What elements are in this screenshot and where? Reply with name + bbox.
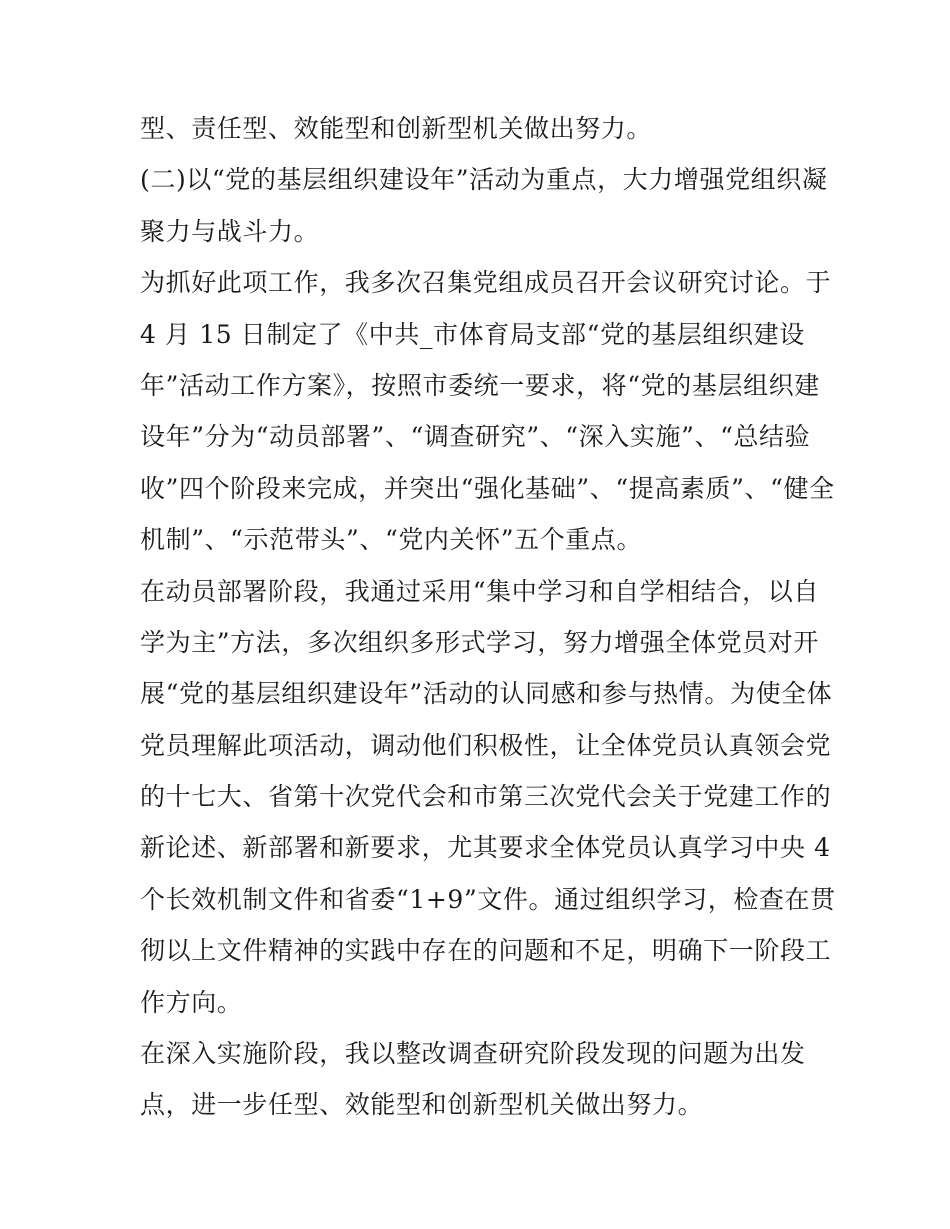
text-line: 机制”、“示范带头”、“党内关怀”五个重点。: [140, 525, 643, 555]
text-line: 型、责任型、效能型和创新型机关做出努力。: [140, 114, 653, 143]
text-line: 收”四个阶段来完成，并突出“强化基础”、“提高素质”、“健全: [140, 473, 835, 503]
text-line: 4 月 15 日制定了《中共_市体育局支部“党的基层组织建设: [140, 319, 805, 349]
text-line: 展“党的基层组织建设年”活动的认同感和参与热情。为使全体: [140, 679, 833, 709]
text-line: 作方向。: [140, 987, 243, 1017]
text-line: 学为主”方法，多次组织多形式学习，努力增强全体党员对开: [140, 627, 819, 657]
document-body: [140, 103, 836, 1131]
text-line: 新论述、新部署和新要求，尤其要求全体党员认真学习中央 4: [140, 833, 831, 863]
text-line: 党员理解此项活动，调动他们积极性，让全体党员认真领会党: [140, 730, 832, 760]
text-line: 个长效机制文件和省委“1+9”文件。通过组织学习，检查在贯: [140, 884, 836, 914]
text-line: 年”活动工作方案》，按照市委统一要求，将“党的基层组织建: [140, 370, 820, 400]
text-line: 在深入实施阶段，我以整改调查研究阶段发现的问题为出发: [140, 1039, 806, 1069]
text-line: (二)以“党的基层组织建设年”活动为重点，大力增强党组织凝: [140, 165, 828, 195]
text-line: 点，进一步任型、效能型和创新型机关做出努力。: [140, 1090, 704, 1120]
text-line: 在动员部署阶段，我通过采用“集中学习和自学相结合，以自: [140, 576, 819, 606]
text-line: 的十七大、省第十次党代会和市第三次党代会关于党建工作的: [140, 782, 832, 812]
text-line: 彻以上文件精神的实践中存在的问题和不足，明确下一阶段工: [140, 936, 832, 966]
text-line: 为抓好此项工作，我多次召集党组成员召开会议研究讨论。于: [140, 268, 832, 298]
text-line: 聚力与战斗力。: [140, 216, 320, 246]
text-line: 设年”分为“动员部署”、“调查研究”、“深入实施”、“总结验: [140, 422, 811, 452]
